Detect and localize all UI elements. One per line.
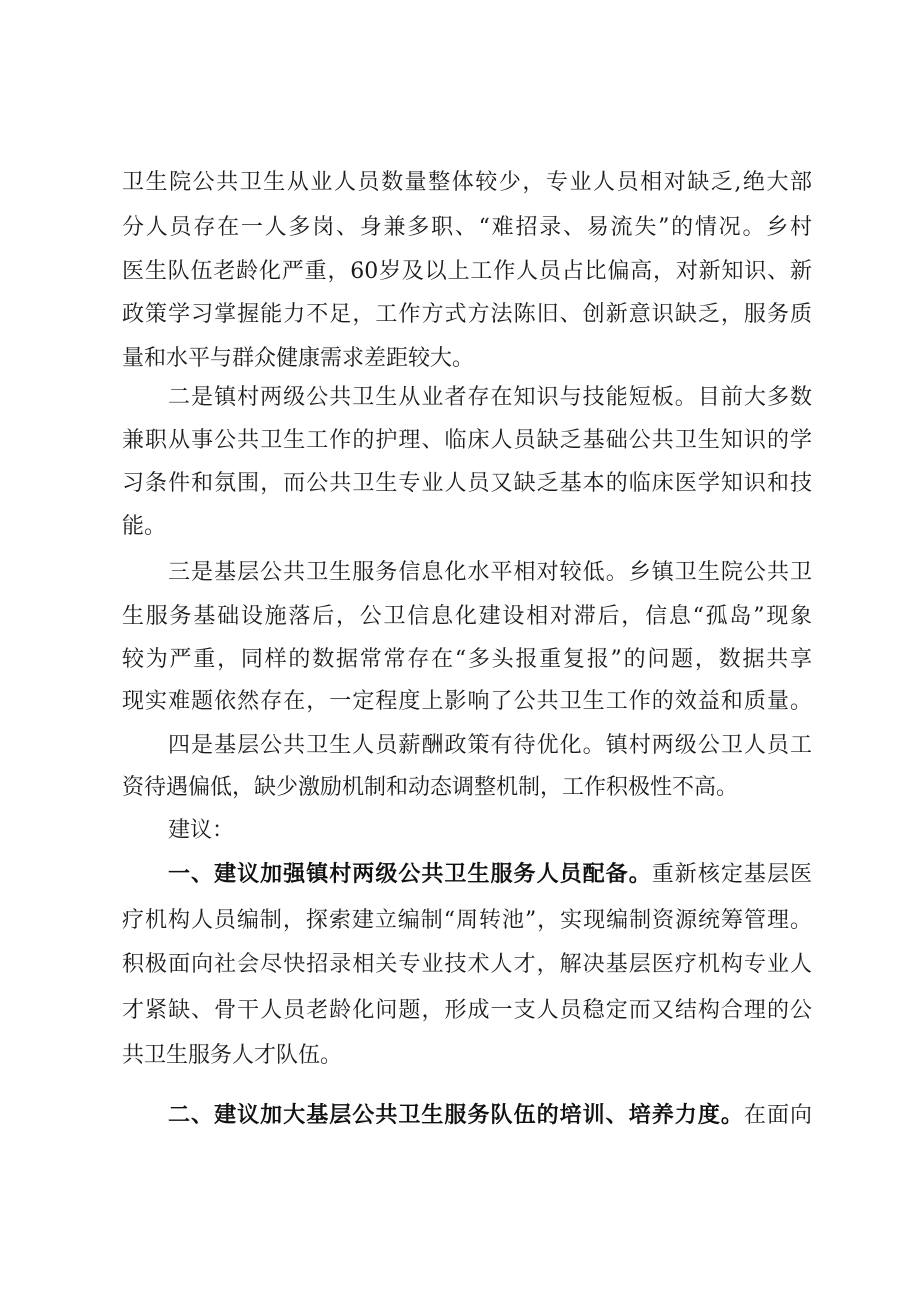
recommendation-heading: 二、建议加大基层公共卫生服务队伍的培训、培养力度。 bbox=[168, 1103, 744, 1128]
text-line: 政策学习掌握能力不足，工作方式方法陈旧、创新意识缺乏，服务质 bbox=[122, 302, 812, 327]
recommendation-heading: 一、建议加强镇村两级公共卫生服务人员配备。 bbox=[168, 862, 652, 887]
text-line: 能。 bbox=[122, 514, 167, 539]
text-line: 三是基层公共卫生服务信息化水平相对较低。乡镇卫生院公共卫 bbox=[168, 560, 812, 585]
text-line: 分人员存在一人多岗、身兼多职、“难招录、易流失”的情况。乡村 bbox=[122, 215, 812, 240]
text-line: 医生队伍老龄化严重，60岁及以上工作人员占比偏高，对新知识、新 bbox=[122, 259, 812, 284]
text-line: 卫生院公共卫生从业人员数量整体较少，专业人员相对缺乏,绝大部 bbox=[122, 170, 812, 195]
text-line: 生服务基础设施落后，公卫信息化建设相对滞后，信息“孤岛”现象 bbox=[122, 604, 812, 629]
text-line: 四是基层公共卫生人员薪酬政策有待优化。镇村两级公卫人员工 bbox=[168, 733, 812, 758]
text-line: 才紧缺、骨干人员老龄化问题，形成一支人员稳定而又结构合理的公 bbox=[122, 998, 812, 1023]
recommendation-text: 在面向 bbox=[743, 1103, 812, 1128]
text-line: 疗机构人员编制，探索建立编制“周转池”，实现编制资源统筹管理。 bbox=[122, 908, 812, 933]
recommendation-text: 重新核定基层医 bbox=[651, 862, 812, 887]
recommendation-first-line bbox=[168, 1099, 812, 1133]
section-label: 建议： bbox=[168, 818, 235, 843]
text-line: 兼职从事公共卫生工作的护理、临床人员缺乏基础公共卫生知识的学 bbox=[122, 428, 812, 453]
text-line: 共卫生服务人才队伍。 bbox=[122, 1043, 343, 1068]
text-line: 二是镇村两级公共卫生从业者存在知识与技能短板。目前大多数 bbox=[168, 385, 812, 410]
text-line: 现实难题依然存在，一定程度上影响了公共卫生工作的效益和质量。 bbox=[122, 689, 812, 714]
text-line: 积极面向社会尽快招录相关专业技术人才，解决基层医疗机构专业人 bbox=[122, 952, 812, 977]
text-line: 习条件和氛围，而公共卫生专业人员又缺乏基本的临床医学知识和技 bbox=[122, 471, 812, 496]
text-line: 较为严重，同样的数据常常存在“多头报重复报”的问题，数据共享 bbox=[122, 647, 812, 672]
text-line: 资待遇偏低，缺少激励机制和动态调整机制，工作积极性不高。 bbox=[122, 775, 739, 800]
text-line: 量和水平与群众健康需求差距较大。 bbox=[122, 346, 475, 371]
recommendation-first-line bbox=[168, 858, 812, 892]
